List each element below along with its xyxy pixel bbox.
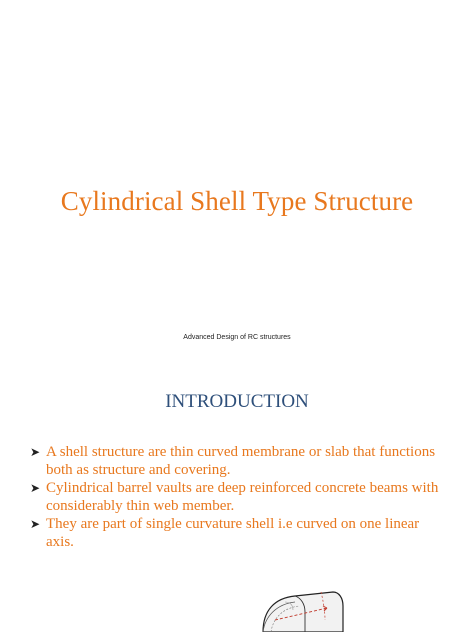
- bullet-text: Cylindrical barrel vaults are deep reinforced concrete beams with considerably thin web member.: [46, 480, 439, 514]
- arrow-bullet-icon: ➤: [30, 481, 41, 495]
- slide-subtitle: Advanced Design of RC structures: [183, 334, 291, 341]
- arrow-bullet-icon: ➤: [30, 445, 41, 459]
- bullet-item: [30, 443, 450, 479]
- introduction-slide: [0, 355, 474, 632]
- introduction-heading: INTRODUCTION: [165, 391, 309, 412]
- bullet-item: [30, 515, 450, 551]
- slide-title: Cylindrical Shell Type Structure: [60, 186, 414, 216]
- bullet-list: [30, 443, 450, 551]
- bullet-item: [30, 479, 450, 515]
- bullet-text: A shell structure are thin curved membrane or slab that functions both as structure and covering.: [46, 444, 436, 478]
- cylindrical-shell-figure-icon: [255, 580, 345, 632]
- bullet-text: They are part of single curvature shell i.e curved on one linear axis.: [46, 516, 420, 550]
- arrow-bullet-icon: ➤: [30, 517, 41, 531]
